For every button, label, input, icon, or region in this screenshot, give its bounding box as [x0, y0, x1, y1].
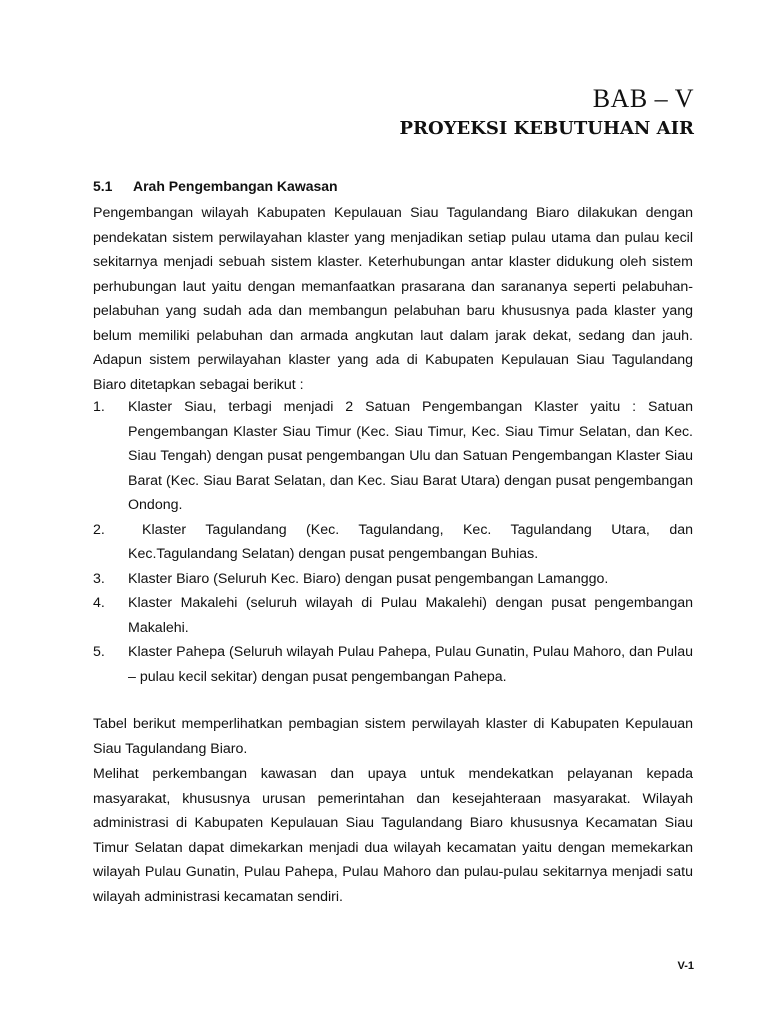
list-item — [93, 640, 693, 689]
list-item-number: 4. — [93, 595, 105, 611]
list-item-number: 1. — [93, 399, 105, 415]
chapter-title: PROYEKSI KEBUTUHAN AIR — [399, 118, 694, 139]
list-item-text: Klaster Siau, terbagi menjadi 2 Satuan Pengembangan Klaster yaitu : Satuan Pengembangan Klaster Siau Timur (Kec. Siau Timur, Kec. Siau Timur Selatan, dan Kec. Siau Tengah) dengan pusat pengembangan Ulu dan Satuan Pengembangan Klaster Siau Barat (Kec. Siau Barat Selatan, dan Kec. Siau Barat Utara) dengan pusat pengembangan Ondong. — [128, 399, 693, 513]
page-number: V-1 — [677, 960, 694, 972]
list-item-number: 5. — [93, 644, 105, 660]
list-item — [93, 518, 693, 567]
list-item-number: 3. — [93, 570, 105, 587]
section-title: Arah Pengembangan Kawasan — [133, 178, 338, 194]
list-item-text: Klaster Tagulandang (Kec. Tagulandang, Kec. Tagulandang Utara, dan Kec.Tagulandang Selatan) dengan pusat pengembangan Buhias. — [128, 521, 693, 562]
list-item-number: 2. — [93, 521, 105, 538]
list-item-text: Klaster Pahepa (Seluruh wilayah Pulau Pahepa, Pulau Gunatin, Pulau Mahoro, dan Pulau – pulau kecil sekitar) dengan pusat pengembangan Pahepa. — [128, 644, 693, 685]
list-item — [93, 395, 693, 518]
table-note-paragraph: Tabel berikut memperlihatkan pembagian sistem perwilayah klaster di Kabupaten Kepulauan Siau Tagulandang Biaro. — [93, 716, 693, 757]
section-number: 5.1 — [93, 178, 113, 194]
list-item-text: Klaster Biaro (Seluruh Kec. Biaro) dengan pusat pengembangan Lamanggo. — [128, 570, 609, 587]
intro-paragraph: Pengembangan wilayah Kabupaten Kepulauan Siau Tagulandang Biaro dilakukan dengan pendekatan sistem perwilayahan klaster yang menjadikan setiap pulau utama dan pulau kecil sekitarnya menjadi sebuah sistem klaster. Keterhubungan antar klaster didukung oleh sistem perhubungan laut yaitu dengan memanfaatkan prasarana dan sarananya seperti pelabuhan-pelabuhan yang sudah ada dan membangun pelabuhan baru khususnya pada klaster yang belum memiliki pelabuhan dan armada angkutan laut dalam jarak dekat, sedang dan jauh. Adapun sistem perwilayahan klaster yang ada di Kabupaten Kepulauan Siau Tagulandang Biaro ditetapkan sebagai berikut : — [93, 205, 693, 393]
development-paragraph: Melihat perkembangan kawasan dan upaya untuk mendekatkan pelayanan kepada masyarakat, khususnya urusan pemerintahan dan kesejahteraan masyarakat. Wilayah administrasi di Kabupaten Kepulauan Siau Tagulandang Biaro khususnya Kecamatan Siau Timur Selatan dapat dimekarkan menjadi dua wilayah kecamatan yaitu dengan memekarkan wilayah Pulau Gunatin, Pulau Pahepa, Pulau Mahoro dan pulau-pulau sekitarnya menjadi satu wilayah administrasi kecamatan sendiri. — [93, 766, 693, 905]
list-item — [93, 567, 693, 592]
section-heading — [93, 178, 338, 194]
list-item — [93, 591, 693, 640]
list-item-text: Klaster Makalehi (seluruh wilayah di Pulau Makalehi) dengan pusat pengembangan Makalehi. — [128, 595, 693, 636]
cluster-list — [93, 395, 693, 689]
chapter-label: BAB – V — [592, 84, 694, 113]
